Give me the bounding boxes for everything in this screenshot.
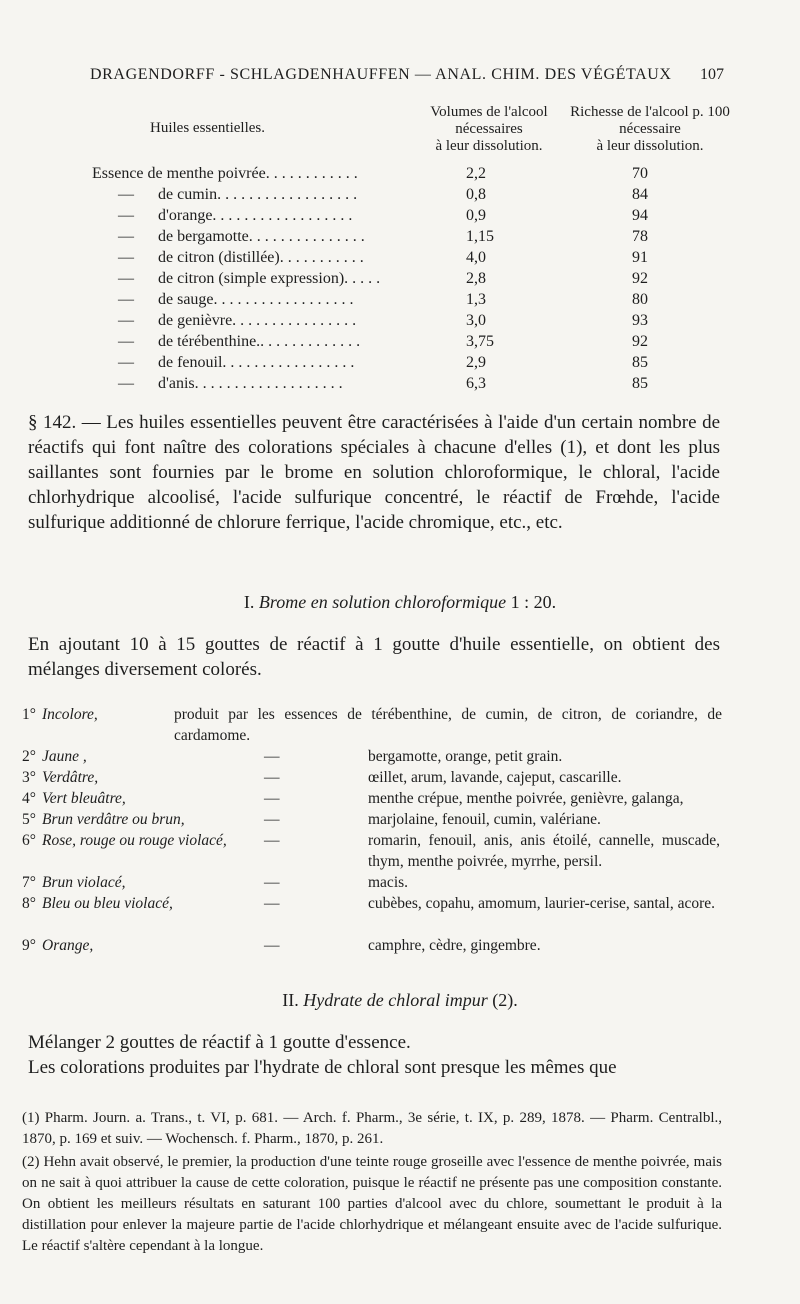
ditto-dash: —: [118, 312, 134, 329]
color-name: Incolore,: [42, 706, 98, 723]
oil-name: de cumin. . . . . . . . . . . . . . . . . .: [158, 186, 358, 203]
oil-richness: 91: [632, 249, 648, 266]
footnote-2: (2) Hehn avait observé, le premier, la production d'une teinte rouge groseille avec l'essence de menthe poivrée, mais on ne sait à quoi attribuer la cause de cette coloration, puisque le réactif ne présente pas une composition constante. On obtient les meilleurs résultats en saturant 100 parties d'alcool avec du chlore, soumettant le produit à la distillation pour enlever la majeure partie de l'acide chlorhydrique et mélangeant ensuite avec de l'acide sulfurique. Le réactif s'altère cependant à la longue.: [22, 1154, 722, 1254]
section-2-ref: (2).: [492, 990, 518, 1010]
oil-volume: 3,75: [466, 333, 494, 350]
table-row: [0, 353, 800, 373]
oil-volume: 2,8: [466, 270, 486, 287]
col-header-oils: Huiles essentielles.: [150, 120, 265, 136]
color-name: Rose, rouge ou rouge violacé,: [42, 832, 227, 849]
ditto-dash: —: [118, 375, 134, 392]
section-1-ratio: 1 : 20.: [510, 592, 557, 612]
ditto-dash: —: [118, 228, 134, 245]
oil-richness: 78: [632, 228, 648, 245]
section-1-numeral: I.: [243, 592, 255, 612]
col-header-volumes-line3: à leur dissolution.: [435, 138, 543, 154]
color-description: cubèbes, copahu, amomum, laurier-cerise, santal, acore.: [368, 895, 715, 912]
item-number: 1°: [22, 706, 36, 723]
ditto-dash: —: [264, 790, 280, 807]
col-header-richness-line3: à leur dissolution.: [596, 138, 704, 154]
color-name: Brun violacé,: [42, 874, 126, 891]
oil-name: de térébenthine.. . . . . . . . . . . . .: [158, 333, 361, 350]
item-number: 6°: [22, 832, 36, 849]
oil-volume: 4,0: [466, 249, 486, 266]
item-number: 2°: [22, 748, 36, 765]
table-row: [0, 374, 800, 394]
color-name: Vert bleuâtre,: [42, 790, 126, 807]
oil-volume: 0,9: [466, 207, 486, 224]
color-name: Brun verdâtre ou brun,: [42, 811, 185, 828]
ditto-dash: —: [264, 895, 280, 912]
section-1-paragraph: En ajoutant 10 à 15 gouttes de réactif à 1 goutte d'huile essentielle, on obtient des mélanges diversement colorés.: [28, 634, 720, 680]
col-header-volumes-line1: Volumes de l'alcool: [430, 104, 548, 120]
running-title: DRAGENDORFF - SCHLAGDENHAUFFEN — ANAL. CHIM. DES VÉGÉTAUX: [90, 66, 672, 83]
col-header-richness-line2: nécessaire: [619, 121, 681, 137]
oil-richness: 80: [632, 291, 648, 308]
item-number: 4°: [22, 790, 36, 807]
oil-volume: 1,15: [466, 228, 494, 245]
oil-richness: 70: [632, 165, 648, 182]
color-name: Orange,: [42, 937, 94, 954]
ditto-dash: —: [118, 186, 134, 203]
color-description: marjolaine, fenouil, cumin, valériane.: [368, 811, 601, 828]
col-header-richness: [570, 104, 730, 155]
ditto-dash: —: [118, 249, 134, 266]
item-number: 3°: [22, 769, 36, 786]
color-description: macis.: [368, 874, 409, 891]
table-row: [0, 311, 800, 331]
oil-name: de genièvre. . . . . . . . . . . . . . . .: [158, 312, 357, 329]
ditto-dash: —: [118, 354, 134, 371]
col-header-richness-line1: Richesse de l'alcool p. 100: [570, 104, 730, 120]
page-header: [90, 66, 724, 88]
section-2-paragraph-2: Les colorations produites par l'hydrate de chloral sont presque les mêmes que: [28, 1057, 617, 1078]
oil-richness: 84: [632, 186, 648, 203]
ditto-dash: —: [264, 874, 280, 891]
paragraph-142: § 142. — Les huiles essentielles peuvent être caractérisées à l'aide d'un certain nombre de réactifs qui font naître des colorations spéciales à chacune d'elles (1), et dont les plus saillantes sont fournies par le brome en solution chloroformique, le chloral, l'acide chlorhydrique alcoolisé, l'acide sulfurique concentré, le réactif de Frœhde, l'acide sulfurique additionné de chlorure ferrique, l'acide chromique, etc., etc.: [28, 412, 720, 533]
page-number: 107: [700, 66, 724, 83]
color-description: bergamotte, orange, petit grain.: [368, 748, 563, 765]
ditto-dash: —: [264, 769, 280, 786]
oil-name: de citron (simple expression). . . . .: [158, 270, 381, 287]
color-name: Bleu ou bleu violacé,: [42, 895, 173, 912]
color-description: produit par les essences de térébenthine, de cumin, de citron, de coriandre, de cardamome.: [174, 706, 722, 744]
oil-richness: 93: [632, 312, 648, 329]
oil-name: d'anis. . . . . . . . . . . . . . . . . . .: [158, 375, 343, 392]
color-description: menthe crépue, menthe poivrée, genièvre, galanga,: [368, 790, 684, 807]
oil-name: de citron (distillée). . . . . . . . . . .: [158, 249, 364, 266]
col-header-volumes-line2: nécessaires: [455, 121, 523, 137]
item-number: 8°: [22, 895, 36, 912]
oil-richness: 92: [632, 333, 648, 350]
oil-richness: 85: [632, 354, 648, 371]
table-row: [0, 227, 800, 247]
ditto-dash: —: [264, 811, 280, 828]
oil-name: Essence de menthe poivrée. . . . . . . . . . . .: [92, 165, 358, 182]
oil-name: de sauge. . . . . . . . . . . . . . . . . .: [158, 291, 354, 308]
color-description: œillet, arum, lavande, cajeput, cascarille.: [368, 769, 622, 786]
oil-volume: 2,2: [466, 165, 486, 182]
ditto-dash: —: [118, 333, 134, 350]
color-description: romarin, fenouil, anis, anis étoilé, cannelle, muscade, thym, menthe poivrée, myrrhe, persil.: [368, 832, 720, 870]
oil-volume: 2,9: [466, 354, 486, 371]
table-row: [0, 290, 800, 310]
section-title-1: [0, 592, 800, 613]
ditto-dash: —: [118, 291, 134, 308]
table-row: [0, 248, 800, 268]
oil-volume: 0,8: [466, 186, 486, 203]
oil-name: de fenouil. . . . . . . . . . . . . . . . .: [158, 354, 355, 371]
oil-richness: 92: [632, 270, 648, 287]
table-row: [0, 185, 800, 205]
ditto-dash: —: [118, 270, 134, 287]
oil-richness: 94: [632, 207, 648, 224]
section-title-2: [0, 990, 800, 1011]
ditto-dash: —: [264, 937, 280, 954]
section-1-title: Brome en solution chloroformique: [258, 592, 507, 612]
section-2-numeral: II.: [282, 990, 299, 1010]
table-row: [0, 332, 800, 352]
oil-volume: 3,0: [466, 312, 486, 329]
item-number: 7°: [22, 874, 36, 891]
oil-name: de bergamotte. . . . . . . . . . . . . . .: [158, 228, 365, 245]
table-row: [0, 164, 800, 184]
color-name: Jaune ,: [42, 748, 87, 765]
color-description: camphre, cèdre, gingembre.: [368, 937, 541, 954]
footnote-1: (1) Pharm. Journ. a. Trans., t. VI, p. 681. — Arch. f. Pharm., 3e série, t. IX, p. 289, 1878. — Pharm. Centralbl., 1870, p. 169 et suiv. — Wochensch. f. Pharm., 1870, p. 261.: [22, 1110, 722, 1147]
section-2-title: Hydrate de chloral impur: [303, 990, 488, 1010]
ditto-dash: —: [118, 207, 134, 224]
color-name: Verdâtre,: [42, 769, 99, 786]
item-number: 9°: [22, 937, 36, 954]
oil-volume: 6,3: [466, 375, 486, 392]
table-row: [0, 269, 800, 289]
col-header-volumes: [414, 104, 564, 155]
ditto-dash: —: [264, 748, 280, 765]
ditto-dash: —: [264, 832, 280, 849]
oil-richness: 85: [632, 375, 648, 392]
section-2-paragraph-1: Mélanger 2 gouttes de réactif à 1 goutte d'essence.: [28, 1032, 411, 1053]
oil-volume: 1,3: [466, 291, 486, 308]
table-row: [0, 206, 800, 226]
item-number: 5°: [22, 811, 36, 828]
oil-name: d'orange. . . . . . . . . . . . . . . . . .: [158, 207, 353, 224]
